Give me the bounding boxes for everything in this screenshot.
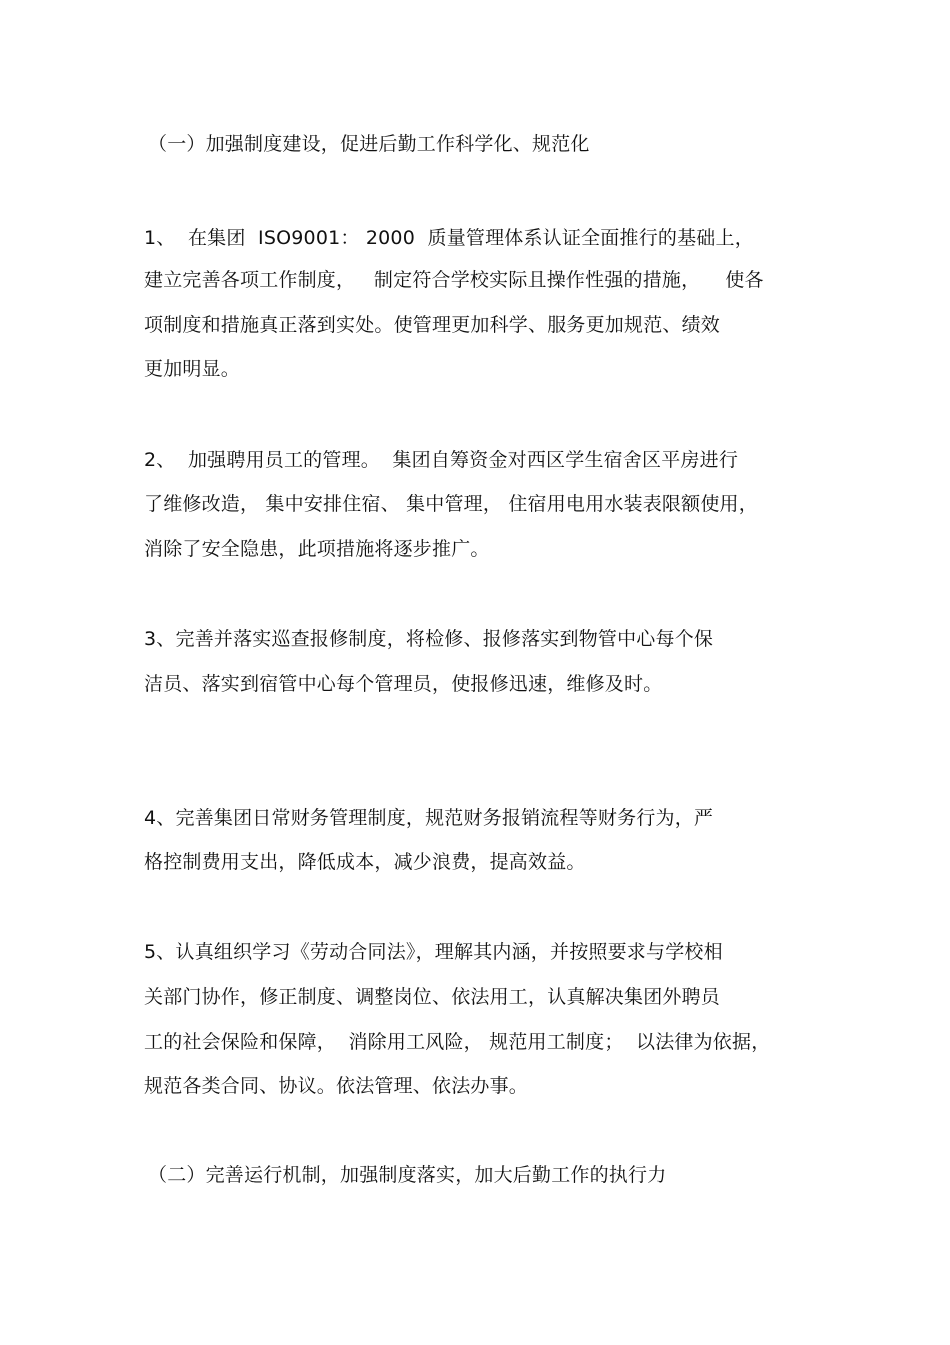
paragraph-line: 4、完善集团日常财务管理制度，规范财务报销流程等财务行为，严 [144,807,714,829]
section-heading-1: （一）加强制度建设，促进后勤工作科学化、规范化 [148,133,590,155]
paragraph-line: 建立完善各项工作制度， 制定符合学校实际且操作性强的措施， 使各 [144,269,764,291]
paragraph-line: 工的社会保险和保障， 消除用工风险， 规范用工制度； 以法律为依据， [144,1031,771,1053]
paragraph-line: 关部门协作，修正制度、调整岗位、依法用工，认真解决集团外聘员 [144,986,721,1008]
section-heading-2: （二）完善运行机制，加强制度落实，加大后勤工作的执行力 [148,1164,667,1186]
paragraph-line: 规范各类合同、协议。依法管理、依法办事。 [144,1075,529,1097]
paragraph-line: 3、完善并落实巡查报修制度，将检修、报修落实到物管中心每个保 [144,628,714,650]
paragraph-line: 消除了安全隐患，此项措施将逐步推广。 [144,538,490,560]
paragraph-line: 5、认真组织学习《劳动合同法》，理解其内涵，并按照要求与学校相 [144,941,723,963]
paragraph-line: 了维修改造， 集中安排住宿、 集中管理， 住宿用电用水装表限额使用， [144,493,758,515]
paragraph-line: 格控制费用支出，降低成本，减少浪费，提高效益。 [144,851,586,873]
paragraph-line: 项制度和措施真正落到实处。使管理更加科学、服务更加规范、绩效 [144,314,721,336]
paragraph-line: 更加明显。 [144,358,241,380]
paragraph-line: 2、 加强聘用员工的管理。 集团自筹资金对西区学生宿舍区平房进行 [144,449,739,471]
paragraph-line: 1、 在集团 ISO9001： 2000 质量管理体系认证全面推行的基础上， [144,227,754,249]
paragraph-line: 洁员、落实到宿管中心每个管理员，使报修迅速，维修及时。 [144,673,663,695]
